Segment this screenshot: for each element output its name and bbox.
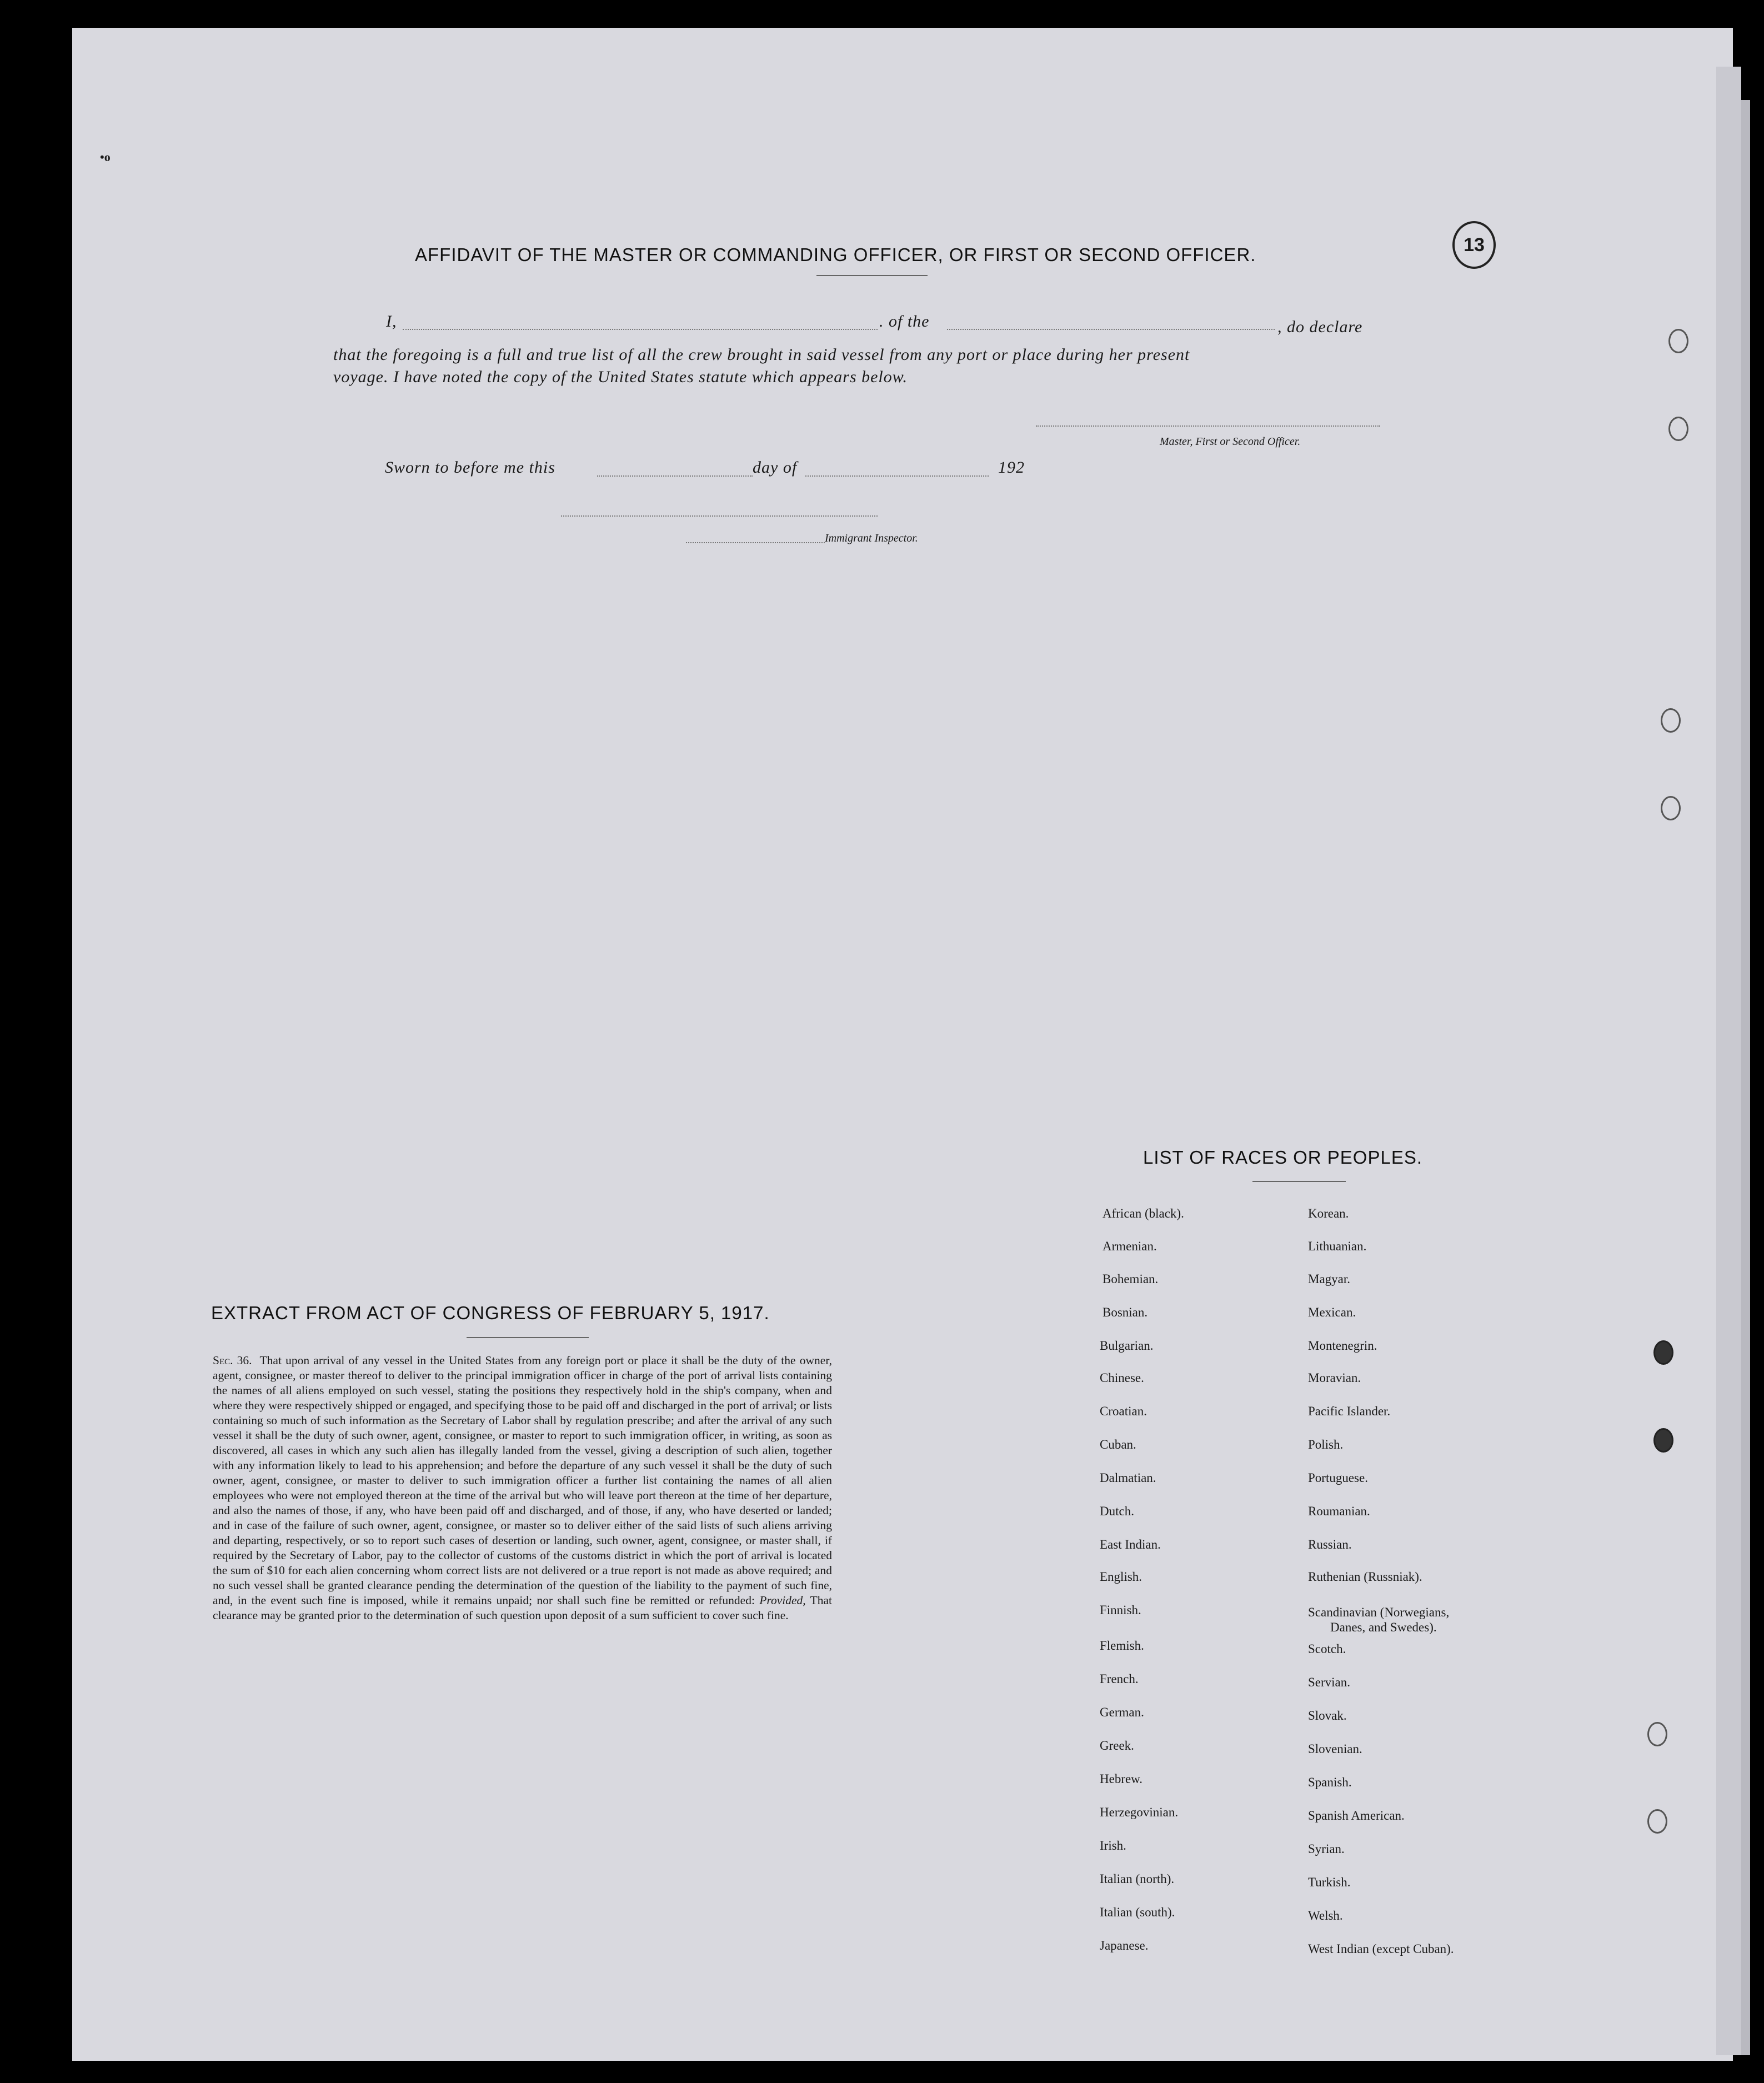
race-item: Hebrew.: [1100, 1772, 1143, 1786]
corner-mark: •o: [100, 150, 111, 164]
affidavit-line-2: that the foregoing is a full and true list of all the crew brought in said vessel from any port or place during her present: [333, 346, 1190, 364]
race-item: Italian (north).: [1100, 1872, 1175, 1886]
race-item: Lithuanian.: [1308, 1239, 1367, 1253]
race-item: Ruthenian (Russniak).: [1308, 1570, 1422, 1584]
extract-body-b: That clearance may be granted prior to the determination of such question upon deposit of a sum sufficient to cover such fine.: [213, 1594, 832, 1622]
inspector-short-line: [686, 542, 825, 543]
race-item: Scotch.: [1308, 1642, 1346, 1656]
race-item: Spanish.: [1308, 1775, 1352, 1789]
binder-hole: [1653, 1428, 1673, 1453]
page-edge: [1716, 67, 1741, 2055]
of-the-label: . of the: [879, 312, 930, 331]
race-item: Cuban.: [1100, 1438, 1136, 1451]
race-item: Servian.: [1308, 1675, 1351, 1689]
race-item: Montenegrin.: [1308, 1339, 1377, 1353]
race-item: Mexican.: [1308, 1305, 1356, 1319]
officer-signature-line[interactable]: [1036, 425, 1380, 427]
race-item: Pacific Islander.: [1308, 1404, 1391, 1418]
race-item: Slovak.: [1308, 1709, 1347, 1723]
race-item: Herzegovinian.: [1100, 1805, 1179, 1819]
race-item: German.: [1100, 1705, 1144, 1719]
extract-title: EXTRACT FROM ACT OF CONGRESS OF FEBRUARY 5, 1917.: [211, 1303, 770, 1323]
race-item: Korean.: [1308, 1206, 1349, 1220]
race-item: Danes, and Swedes).: [1330, 1620, 1437, 1634]
race-item: Slovenian.: [1308, 1742, 1362, 1756]
race-item: Magyar.: [1308, 1272, 1351, 1286]
extract-body-a: That upon arrival of any vessel in the United States from any foreign port or place it shall be the duty of the owner, agent, consignee, or master thereof to deliver to the principal immigration officer in charge of the port of arrival lists containing the names of all aliens employed on such vessel, stating the positions they respectively hold in the ship's company, when and where they were respectively shipped or engaged, and specifying those to be paid off and discharged in the port of arrival; or lists containing so much of such information as the Secretary of Labor shall by regulation prescribe; and after the arrival of any such vessel it shall be the duty of such owner, agent, consignee, or master to report to such immigration officer, in writing, as soon as discovered, all cases in which any such alien has illegally landed from the vessel, giving a description of such alien, together with any information likely to lead to his apprehension; and before the departure of any such vessel it shall be the duty of such owner, agent, consignee, or master to deliver to such immigration officer a further list containing the names of all alien employees who were not employed thereon at the time of the arrival but who will leave port thereon at the time of her departure, and also the names of those, if any, who have been paid off and discharged, and of those, if any, who have deserted or landed; and in case of the failure of such owner, agent, consignee, or master so to deliver either of the said lists of such aliens arriving and departing, respectively, or so to report such cases of desertion or landing, such owner, agent, consignee, or master shall, if required by the Secretary of Labor, pay to the collector of customs of the customs district in which the port of arrival is located the sum of $10 for each alien concerning whom correct lists are not delivered or a true report is not made as above required; and no such vessel shall be granted clearance pending the determination of the question of the liability to the payment of such fine, and, in the event such fine is imposed, while it remains unpaid; nor shall such fine be remitted or refunded:: [213, 1354, 832, 1607]
vessel-name-line[interactable]: [947, 329, 1275, 330]
binder-hole: [1661, 708, 1681, 733]
sworn-label: Sworn to before me this: [385, 458, 555, 477]
binder-hole: [1647, 1722, 1667, 1746]
races-title-rule: [1252, 1181, 1346, 1182]
race-item: English.: [1100, 1570, 1142, 1584]
race-item: Irish.: [1100, 1839, 1126, 1852]
race-item: Bulgarian.: [1100, 1339, 1154, 1353]
binder-hole: [1661, 796, 1681, 820]
race-item: Scandinavian (Norwegians,: [1308, 1605, 1450, 1619]
race-item: Portuguese.: [1308, 1471, 1368, 1485]
race-item: Italian (south).: [1100, 1905, 1175, 1919]
race-item: Dalmatian.: [1100, 1471, 1156, 1485]
race-item: Russian.: [1308, 1538, 1352, 1551]
do-declare-label: , do declare: [1277, 318, 1363, 336]
inspector-signature-line[interactable]: [561, 515, 878, 517]
race-item: Croatian.: [1100, 1404, 1147, 1418]
race-item: Bohemian.: [1102, 1272, 1159, 1286]
sworn-month-line[interactable]: [805, 475, 989, 477]
race-item: Polish.: [1308, 1438, 1344, 1451]
races-title: LIST OF RACES OR PEOPLES.: [1143, 1147, 1423, 1168]
extract-body: [213, 1353, 832, 1623]
declarant-name-line[interactable]: [403, 329, 878, 330]
race-item: Armenian.: [1102, 1239, 1157, 1253]
race-item: Spanish American.: [1308, 1809, 1405, 1822]
race-item: French.: [1100, 1672, 1139, 1686]
year-label: 192: [998, 458, 1025, 477]
race-item: East Indian.: [1100, 1538, 1161, 1551]
day-of-label: day of: [753, 458, 798, 477]
stamp-mark: [1452, 221, 1496, 269]
document-page: [72, 28, 1733, 2061]
affidavit-title: AFFIDAVIT OF THE MASTER OR COMMANDING OFFICER, OR FIRST OR SECOND OFFICER.: [415, 244, 1256, 265]
provided-word: Provided,: [759, 1594, 806, 1607]
sworn-day-line[interactable]: [597, 475, 753, 477]
race-item: Japanese.: [1100, 1939, 1149, 1952]
race-item: Turkish.: [1308, 1875, 1351, 1889]
race-item: African (black).: [1102, 1206, 1184, 1220]
race-item: West Indian (except Cuban).: [1308, 1942, 1454, 1956]
binder-hole: [1668, 329, 1688, 353]
page-edge-shadow: [1741, 100, 1750, 2055]
race-item: Dutch.: [1100, 1504, 1134, 1518]
race-item: Greek.: [1100, 1739, 1134, 1752]
race-item: Moravian.: [1308, 1371, 1361, 1385]
section-label: Sec. 36.: [213, 1354, 252, 1367]
race-item: Syrian.: [1308, 1842, 1345, 1856]
extract-title-rule: [467, 1337, 589, 1338]
race-item: Bosnian.: [1102, 1305, 1148, 1319]
race-item: Welsh.: [1308, 1909, 1343, 1922]
officer-caption: Master, First or Second Officer.: [1160, 435, 1301, 448]
race-item: Roumanian.: [1308, 1504, 1370, 1518]
race-item: Chinese.: [1100, 1371, 1144, 1385]
race-item: Finnish.: [1100, 1603, 1141, 1617]
affidavit-i-label: I,: [386, 312, 397, 331]
inspector-caption: Immigrant Inspector.: [825, 532, 918, 544]
affidavit-line-3: voyage. I have noted the copy of the United States statute which appears below.: [333, 368, 908, 386]
stamp-number: 13: [1464, 234, 1485, 256]
binder-hole: [1653, 1340, 1673, 1365]
binder-hole: [1647, 1809, 1667, 1834]
affidavit-title-rule: [816, 275, 928, 276]
binder-hole: [1668, 417, 1688, 441]
race-item: Flemish.: [1100, 1639, 1144, 1653]
